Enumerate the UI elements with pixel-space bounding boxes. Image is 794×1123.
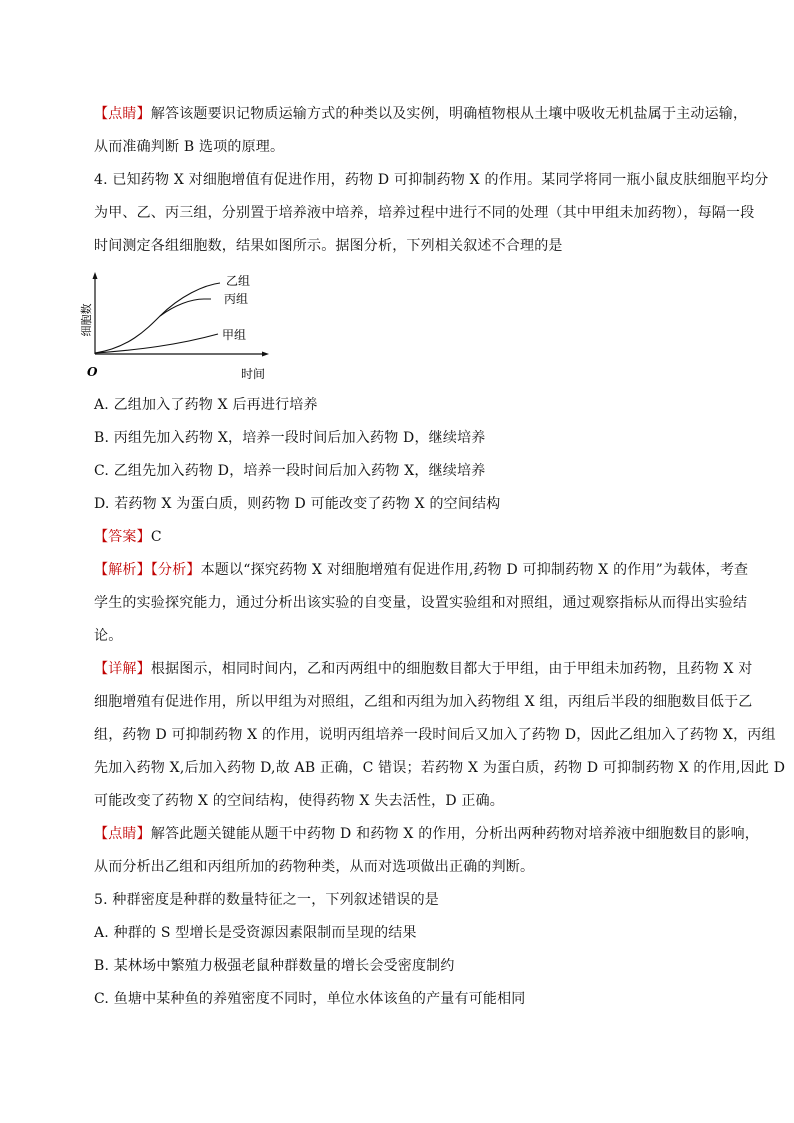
detail-line3: 组，药物 D 可抑制药物 X 的作用，说明丙组培养一段时间后又加入了药物 D，因此乙组加入了药物 X，丙组 [94, 727, 776, 743]
question5-option-b: B. 某林场中繁殖力极强老鼠种群数量的增长会受密度制约 [94, 958, 455, 974]
question5-option-c: C. 鱼塘中某种鱼的养殖密度不同时，单位水体该鱼的产量有可能相同 [94, 991, 526, 1007]
answer-line [94, 527, 162, 547]
question4-stem-line1: 4. 已知药物 X 对细胞增值有促进作用，药物 D 可抑制药物 X 的作用。某同学将同一瓶小鼠皮肤细胞平均分 [94, 172, 769, 188]
analysis-line3: 论。 [94, 628, 123, 644]
question4-stem-line2: 为甲、乙、丙三组，分别置于培养液中培养，培养过程中进行不同的处理（其中甲组未加药物），每隔一段 [94, 205, 755, 221]
answer-tag: 【答案】 [94, 529, 151, 545]
question5-stem: 5. 种群密度是种群的数量特征之一，下列叙述错误的是 [94, 892, 440, 908]
curve-bing [160, 299, 211, 316]
curve-jia [95, 334, 218, 353]
answer-value: C [150, 529, 162, 545]
curve-label-jia: 甲组 [222, 328, 247, 342]
cell-count-graph [68, 268, 308, 386]
question4-option-d: D. 若药物 X 为蛋白质，则药物 D 可能改变了药物 X 的空间结构 [94, 496, 501, 512]
comment-paragraph-line2: 从而准确判断 B 选项的原理。 [94, 139, 285, 155]
x-axis-arrow [262, 352, 269, 357]
detail-line1 [94, 659, 752, 679]
tip-tag: 【点睛】 [94, 826, 151, 842]
detail-line4: 先加入药物 X,后加入药物 D,故 AB 正确，C 错误；若药物 X 为蛋白质，药物 D 可抑制药物 X 的作用,因此 D [94, 760, 786, 776]
curve-label-bing: 丙组 [224, 292, 249, 306]
detail-tag: 【详解】 [94, 661, 151, 677]
question5-option-a: A. 种群的 S 型增长是受资源因素限制而呈现的结果 [94, 925, 417, 941]
comment-tag: 【点睛】 [94, 106, 151, 122]
analysis-line2: 学生的实验探究能力，通过分析出该实验的自变量，设置实验组和对照组，通过观察指标从而得出实验结 [94, 595, 748, 611]
question4-option-c: C. 乙组先加入药物 D，培养一段时间后加入药物 X，继续培养 [94, 463, 486, 479]
y-axis-label: 细胞数 [80, 303, 93, 337]
detail-line2: 细胞增殖有促进作用，所以甲组为对照组，乙组和丙组为加入药物组 X 组，丙组后半段的细胞数目低于乙 [94, 694, 753, 710]
origin-label: O [87, 365, 98, 379]
question4-option-b: B. 丙组先加入药物 X，培养一段时间后加入药物 D，继续培养 [94, 430, 486, 446]
tip-text: 解答此题关键能从题干中药物 D 和药物 X 的作用，分析出两种药物对培养液中细胞数目的影响， [150, 826, 760, 842]
analysis-text: 本题以“探究药物 X 对细胞增殖有促进作用,药物 D 可抑制药物 X 的作用”为载体，考查 [200, 562, 749, 578]
curve-label-yi: 乙组 [226, 274, 251, 288]
detail-line5: 可能改变了药物 X 的空间结构，使得药物 X 失去活性，D 正确。 [94, 793, 505, 809]
question4-stem-line3: 时间测定各组细胞数，结果如图所示。据图分析，下列相关叙述不合理的是 [94, 238, 563, 254]
question4-option-a: A. 乙组加入了药物 X 后再进行培养 [94, 397, 318, 413]
x-axis-label: 时间 [241, 367, 266, 381]
tip-line1 [94, 824, 759, 844]
analysis-tag: 【解析】【分析】 [94, 562, 201, 578]
comment-paragraph-line1 [94, 104, 747, 124]
comment-text: 解答该题要识记物质运输方式的种类以及实例，明确植物根从土壤中吸收无机盐属于主动运输， [150, 106, 748, 122]
analysis-line1 [94, 560, 748, 580]
curve-yi [95, 283, 220, 353]
y-axis-arrow [93, 272, 98, 279]
detail-text: 根据图示，相同时间内，乙和丙两组中的细胞数目都大于甲组，由于甲组未加药物，且药物 X 对 [150, 661, 753, 677]
tip-line2: 从而分析出乙组和丙组所加的药物种类，从而对选项做出正确的判断。 [94, 859, 535, 875]
